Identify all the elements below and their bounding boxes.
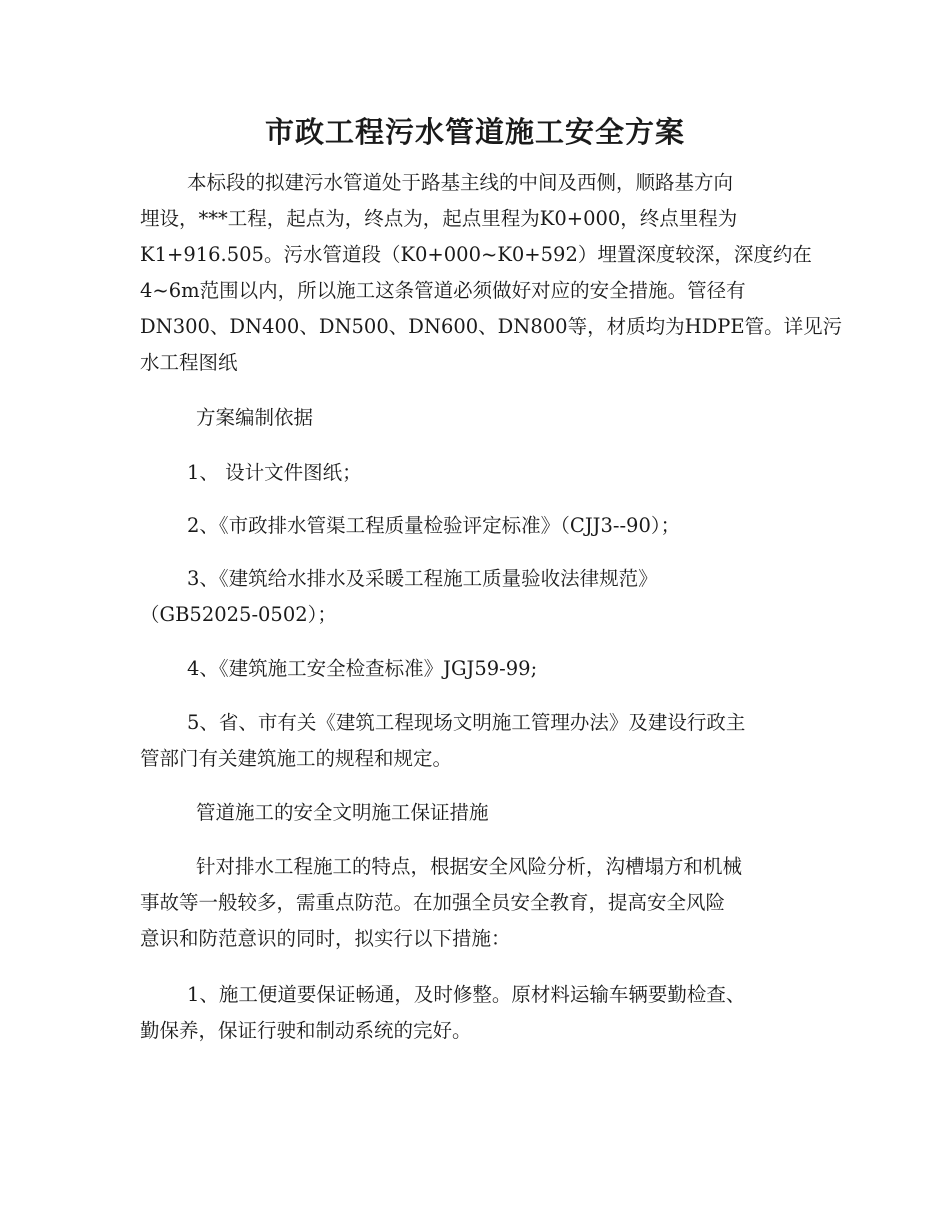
document-title: 市政工程污水管道施工安全方案 (264, 115, 685, 149)
intro-line-2: 埋设，***工程，起点为，终点为，起点里程为K0+000，终点里程为 (140, 207, 738, 230)
measures-intro-line-3: 意识和防范意识的同时，拟实行以下措施： (140, 927, 511, 950)
measures-item-1-line-1: 1、施工便道要保证畅通，及时修整。原材料运输车辆要勤检查、 (187, 983, 746, 1006)
basis-item-3-line-1: 3、《建筑给水排水及采暖工程施工质量验收法律规范》 (187, 567, 658, 590)
intro-line-4: 4~6m范围以内，所以施工这条管道必须做好对应的安全措施。管径有 (140, 279, 746, 302)
basis-item-2: 2、《市政排水管渠工程质量检验评定标准》（CJJ3--90）； (187, 514, 681, 537)
intro-line-3: K1+916.505。污水管道段（K0+000~K0+592）埋置深度较深，深度约在 (140, 243, 812, 266)
measures-heading: 管道施工的安全文明施工保证措施 (196, 801, 489, 824)
intro-line-6: 水工程图纸 (140, 351, 238, 374)
basis-item-4: 4、《建筑施工安全检查标准》JGJ59-99; (187, 657, 538, 680)
intro-line-1: 本标段的拟建污水管道处于路基主线的中间及西侧，顺路基方向 (187, 171, 734, 194)
basis-item-3-line-2: （GB52025-0502）； (140, 603, 337, 626)
basis-heading: 方案编制依据 (196, 406, 314, 429)
measures-intro-line-2: 事故等一般较多，需重点防范。在加强全员安全教育，提高安全风险 (140, 891, 726, 914)
basis-item-5-line-1: 5、省、市有关《建筑工程现场文明施工管理办法》及建设行政主 (187, 711, 746, 734)
measures-intro-line-1: 针对排水工程施工的特点，根据安全风险分析，沟槽塌方和机械 (196, 855, 743, 878)
intro-line-5: DN300、DN400、DN500、DN600、DN800等，材质均为HDPE管。详见污 (140, 315, 843, 338)
basis-item-5-line-2: 管部门有关建筑施工的规程和规定。 (140, 747, 453, 770)
measures-item-1-line-2: 勤保养，保证行驶和制动系统的完好。 (140, 1019, 472, 1042)
basis-item-1: 1、 设计文件图纸； (187, 461, 362, 484)
